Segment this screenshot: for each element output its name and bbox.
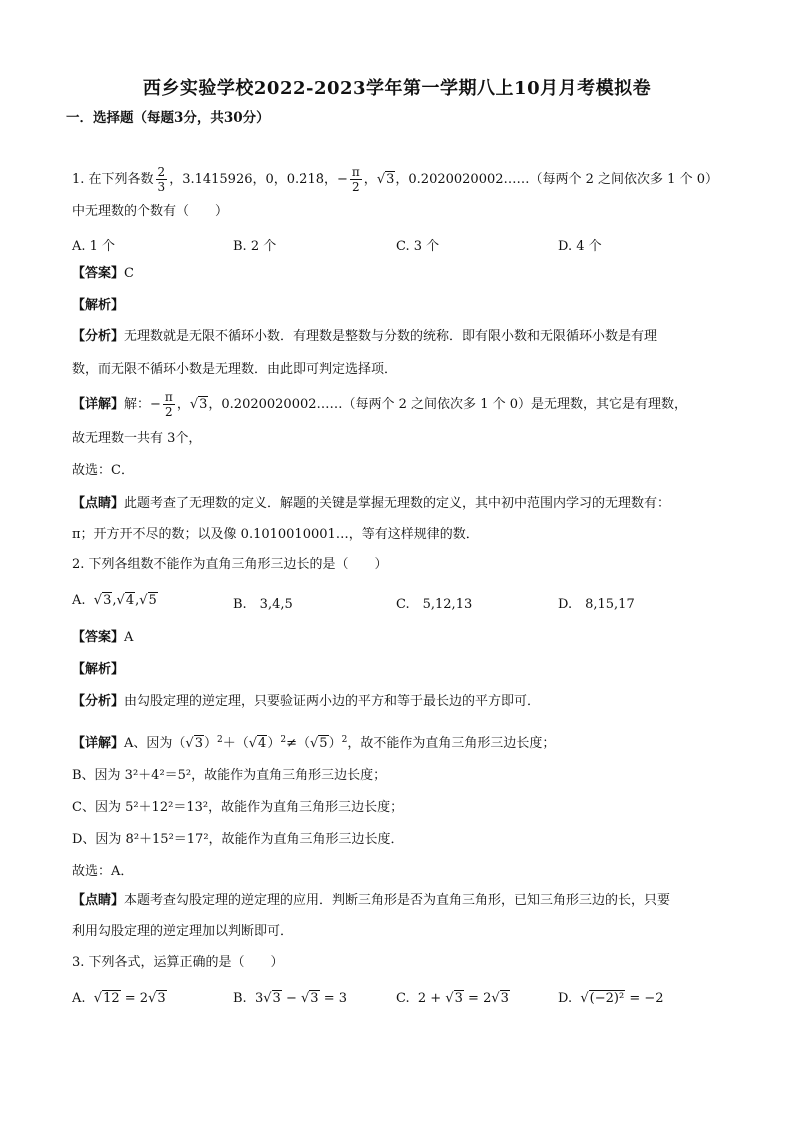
q1-option-d: D. 4 个 xyxy=(558,239,602,254)
q2-dianjing-line2: 利用勾股定理的逆定理加以判断即可． xyxy=(72,924,294,939)
q2-line-d: D、因为 8²＋15²＝17²，故能作为直角三角形三边长度． xyxy=(72,832,404,847)
q1-fenxi-line2: 数，而无限不循环小数是无理数．由此即可判定选择项． xyxy=(72,362,398,377)
q1-tail: ，0.2020020002……（每两个 2 之间依次多 1 个 0） xyxy=(395,172,718,187)
q1-stem-line2: 中无理数的个数有（ ） xyxy=(72,204,229,219)
q2-line-b: B、因为 3²＋4²＝5²，故能作为直角三角形三边长度； xyxy=(72,768,387,783)
q1-option-b: B. 2 个 xyxy=(233,239,277,254)
q1-fraction-2-3: $\frac{2}{3}$ xyxy=(157,165,166,194)
q1-answer: 【答案】C xyxy=(72,266,134,281)
q2-option-d: D. 8,15,17 xyxy=(558,597,635,612)
q1-xiangjie-fraction: $\frac{\pi}{2}$ xyxy=(164,390,173,419)
q2-conclusion: 故选：A． xyxy=(72,864,134,879)
q2-option-b: B. 3,4,5 xyxy=(233,597,293,612)
q2-analysis-tag: 【解析】 xyxy=(72,662,125,677)
section-heading: 一．选择题（每题3分，共30分） xyxy=(66,110,270,126)
q2-dianjing-line1: 【点睛】本题考查勾股定理的逆定理的应用．判断三角形是否为直角三角形，已知三角形三边的长，只要 xyxy=(72,893,671,908)
q1-stem: 1. 在下列各数 $\frac{2}{3}$ ，3.1415926，0，0.2̇18̇，− $\frac{\pi}{2}$ ，√3，0.2020020002……（每两个 2 之间依次多 1 个 0） xyxy=(72,165,718,194)
q2-option-c: C. 5,12,13 xyxy=(396,597,473,612)
q1-fraction-pi-2: $\frac{\pi}{2}$ xyxy=(351,165,360,194)
q2-line-c: C、因为 5²＋12²＝13²，故能作为直角三角形三边长度； xyxy=(72,800,404,815)
q1-dianjing-line1: 【点睛】此题考查了无理数的定义．解题的关键是掌握无理数的定义，其中初中范围内学习的无理数有： xyxy=(72,496,671,511)
q2-stem: 2. 下列各组数不能作为直角三角形三边长的是（ ） xyxy=(72,557,388,572)
q1-dianjing-line2: π；开方开不尽的数；以及像 0.1010010001…，等有这样规律的数． xyxy=(72,527,479,542)
q2-option-a: A. √3,√4,√5 xyxy=(72,593,157,608)
page-title: 西乡实验学校2022-2023学年第一学期八上10月月考模拟卷 xyxy=(142,78,652,99)
q1-xiangjie-line1: 【详解】解：− $\frac{\pi}{2}$ ，√3，0.2020020002……（每两个 2 之间依次多 1 个 0）是无理数，其它是有理数， xyxy=(72,390,687,419)
q2-fenxi: 【分析】由勾股定理的逆定理，只要验证两小边的平方和等于最长边的平方即可． xyxy=(72,694,541,709)
q3-option-d: D. √(−2)² = −2 xyxy=(558,991,664,1006)
q1-xiangjie-sqrt: √3 xyxy=(189,397,208,412)
q3-option-b: B. 3√3 − √3 = 3 xyxy=(233,991,347,1006)
q1-conclusion: 故选：C． xyxy=(72,463,134,478)
q1-fenxi-line1: 【分析】无理数就是无限不循环小数．有理数是整数与分数的统称．即有限小数和无限循环小数是有理 xyxy=(72,329,658,344)
q1-option-c: C. 3 个 xyxy=(396,239,440,254)
q3-option-a: A. √12 = 2√3 xyxy=(72,991,166,1006)
q1-prefix: 1. 在下列各数 xyxy=(72,172,154,187)
q2-answer: 【答案】A xyxy=(72,630,134,645)
q3-stem: 3. 下列各式，运算正确的是（ ） xyxy=(72,955,284,970)
q1-mid1: ，3.1415926，0， xyxy=(169,172,287,187)
q1-repeating-decimal: 0.2̇18̇ xyxy=(286,172,324,187)
q1-analysis-tag: 【解析】 xyxy=(72,298,125,313)
q3-option-c: C. 2 + √3 = 2√3 xyxy=(396,991,509,1006)
q2-xiangjie-a: 【详解】A、因为$(√3)^2+(√4)^2\ne(√5)^2$，故不能作为直角三角形三边长度； xyxy=(72,735,556,751)
q1-xiangjie-line2: 故无理数一共有 3个， xyxy=(72,431,202,446)
q1-option-a: A. 1 个 xyxy=(72,239,116,254)
q1-sqrt-3: √3 xyxy=(376,172,395,187)
